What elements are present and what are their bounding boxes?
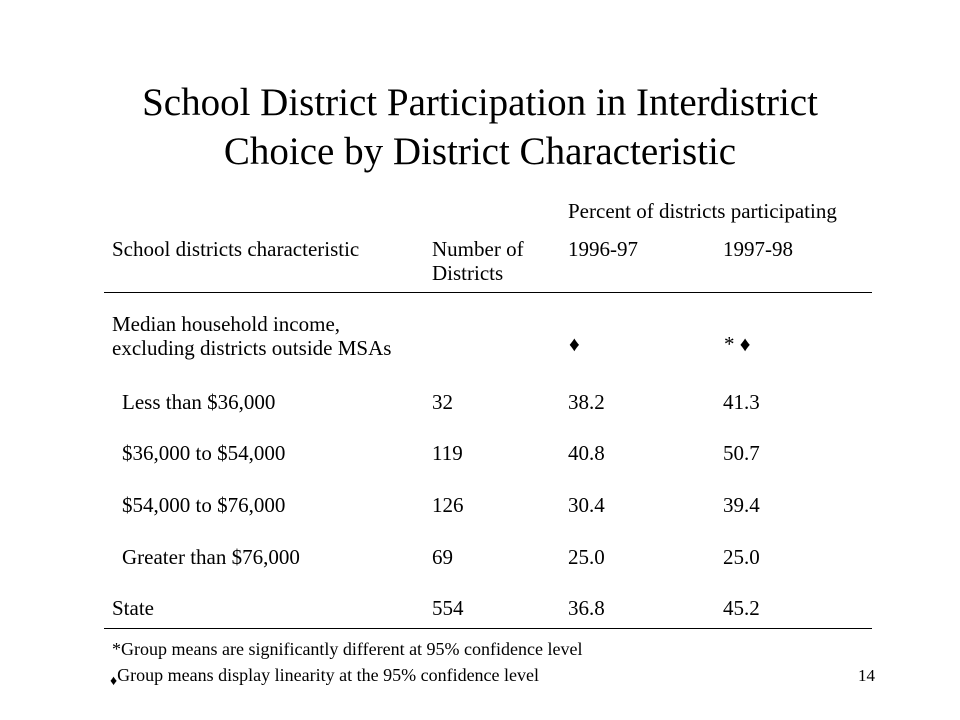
row-value-1996-97: 38.2 [568,390,605,414]
row-count: 119 [432,441,463,465]
footnote-star: * [112,639,121,659]
significance-footnote [112,638,583,660]
row-value-1997-98: 25.0 [723,545,760,569]
row-label: Greater than $76,000 [122,545,300,569]
page-title [0,78,960,176]
row-value-1996-97: 40.8 [568,441,605,465]
total-label: State [112,596,154,620]
footer-rule [104,628,872,629]
total-count: 554 [432,596,464,620]
footnote-diamond-text: Group means display linearity at the 95% confidence level [117,665,540,685]
title-line-1: School District Participation in Interdistrict [142,81,818,124]
group-header: Percent of districts participating [568,199,837,223]
row-label: $36,000 to $54,000 [122,441,286,465]
row-value-1996-97: 25.0 [568,545,605,569]
footnote-star-text: Group means are significantly different at 95% confidence level [121,639,583,659]
header-rule [104,292,872,293]
row-value-1997-98: 50.7 [723,441,760,465]
title-line-2: Choice by District Characteristic [223,130,737,173]
total-value-1996-97: 36.8 [568,596,605,620]
column-header-count-line-2: Districts [432,261,504,285]
row-count: 32 [432,390,453,414]
row-count: 69 [432,545,453,569]
footnote-diamond-icon: ♦ [110,674,118,689]
column-header-1997-98: 1997-98 [723,237,793,261]
significance-marks-1997-98 [724,332,750,356]
section-label-line-2: excluding districts outside MSAs [112,336,392,360]
column-header-1996-97: 1996-97 [568,237,638,261]
column-header-count-line-1: Number of [432,237,524,261]
total-value-1997-98: 45.2 [723,596,760,620]
page-number: 14 [858,666,875,685]
linearity-footnote [110,664,539,689]
row-count: 126 [432,493,464,517]
row-label: $54,000 to $76,000 [122,493,286,517]
row-value-1996-97: 30.4 [568,493,605,517]
row-value-1997-98: 39.4 [723,493,760,517]
row-label: Less than $36,000 [122,390,276,414]
linearity-diamond-1996-97: ♦ [569,332,580,356]
row-value-1997-98: 41.3 [723,390,760,414]
section-label-line-1: Median household income, [112,312,341,336]
column-header-characteristic: School districts characteristic [112,237,360,261]
linearity-diamond-1997-98: ♦ [739,332,751,356]
significance-star: * [724,332,735,356]
